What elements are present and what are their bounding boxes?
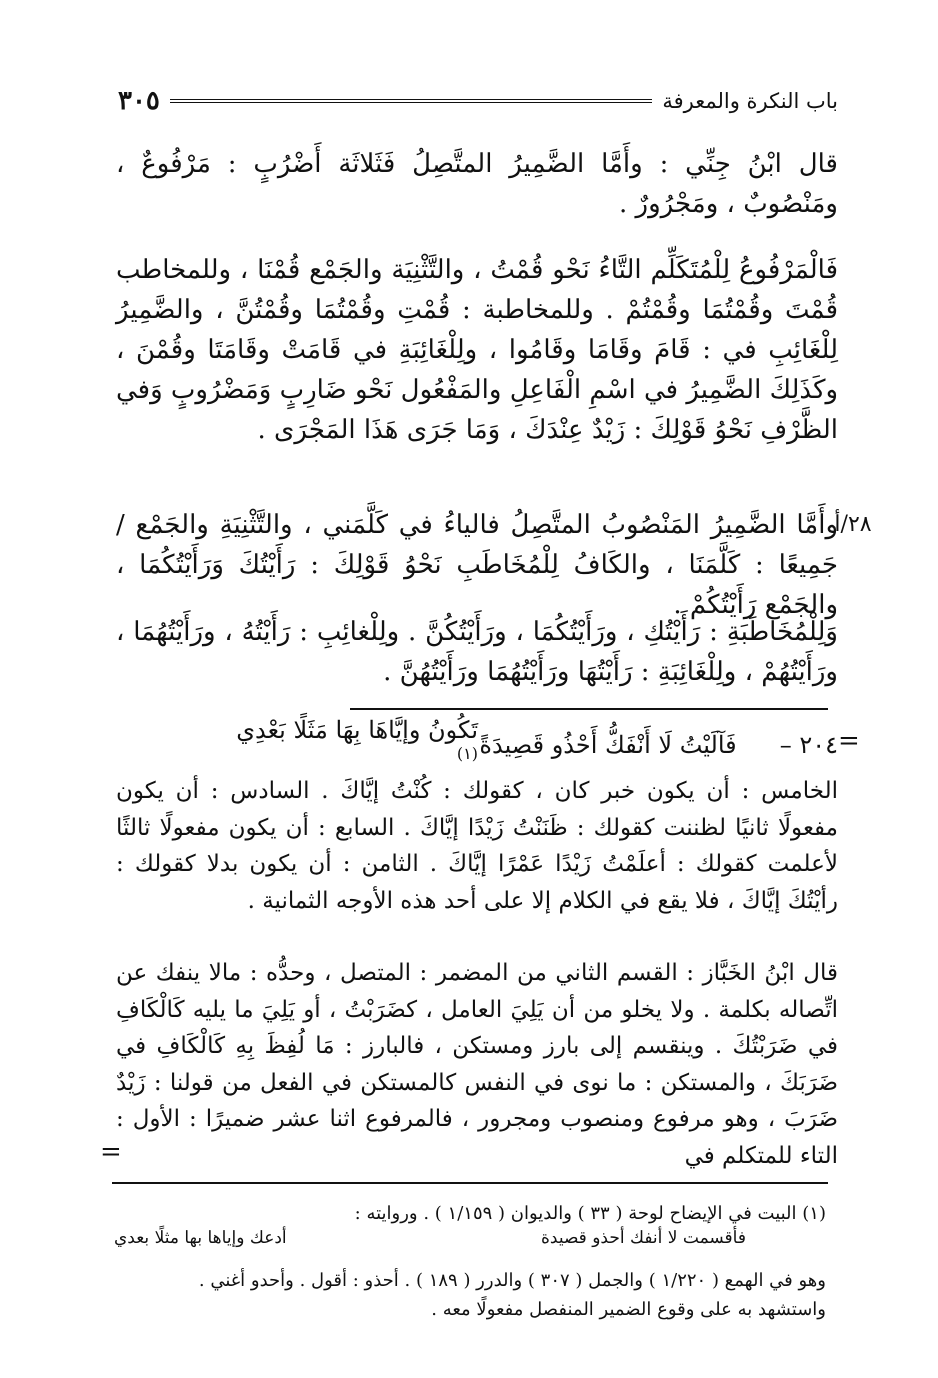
commentary-paragraph-1: الخامس : أن يكون خبر كان ، كقولك : كُنْتُ إيَّاكَ . السادس : أن يكون مفعولًا ثانيًا لظننت كقولك : ظَنَنْتُ زَيْدًا إيَّاكَ . السابع : أن يكون مفعولًا ثالثًا لأعلمت كقولك : أعلَمْتُ زَيْدًا عَمْرًا إيَّاكَ . الثامن : أن يكون بدلا كقولك : رأيْتُكَ إيَّاكَ ، فلا يقع في الكلام إلا على أحد هذه الأوجه الثمانية . <box>116 778 838 914</box>
manuscript-folio-ref: ٢٨/أ <box>834 512 872 537</box>
verse-separator-rule <box>350 708 828 710</box>
verse-hemistich-1: فَآلَيْتُ لَا أَنْفَكُّ أَحْذُو قَصِيدَةً <box>479 731 737 759</box>
main-paragraph-4: وَلِلْمُخَاطَبَةِ : رَأَيْتُكِ ، ورَأَيْتُكُمَا ، ورَأَيْتُكُنَّ . ولِلْغائِبِ : رَأَيْتُهُ ، ورَأَيْتُهُمَا ، ورَأَيْتُهُمْ ، ولِلْغَائِبَةِ : رَأَيْتُهَا ورَأَيْتُهُمَا ورَأَيْتُهُنَّ . <box>116 617 838 687</box>
footnote-line-3: وهو في الهمع ( ١/٢٢٠ ) والجمل ( ٣٠٧ ) والدرر ( ١٨٩ ) . أحذو : أقول . وأحدو أغني . <box>198 1270 826 1291</box>
footnote-verse <box>114 1228 826 1254</box>
main-paragraph-3: وأَمَّا الضَّمِيرُ المَنْصُوبُ المتَّصِلُ فالياءُ في كَلَّمَني ، والتَّثْنِيَةِ والجَمْع / جَمِيعًا : كَلَّمَنَا ، والكَافُ لِلْمُخَاطَبِ نَحْوُ قَوْلِكَ : رَأَيْتُكَ وَرَأَيْتُكُمَا ، والجَمْع رَأَيْتُكُمْ . <box>116 510 838 620</box>
commentary-paragraph-2: قال ابْنُ الخَبَّاز : القسم الثاني من المضمر : المتصل ، وحدُّه : مالا ينفك عن اتِّصاله بكلمة . ولا يخلو من أن يَلِيَ العامل ، كضَرَبْتُ ، أو يَلِيَ ما يليه كَالْكَافِ في ضَرَبْتُكَ . وينقسم إلى بارز ومستكن ، فالبارز : مَا لُفِظَ بِهِ كَالْكَافِ في ضَرَبَكَ ، والمستكن : ما نوى في النفس كالمستكن في الفعل من قولنا : زَيْدٌ ضَرَبَ ، وهو مرفوع ومنصوب ومجرور ، فالمرفوع اثنا عشر ضميرًا : الأول : التاء للمتكلم في <box>116 960 838 1169</box>
verse-number: ٢٠٤ – <box>779 731 838 759</box>
page-number: ٣٠٥ <box>118 86 160 116</box>
footnote-rule <box>112 1182 828 1184</box>
footnote-verse-hemistich-2: أدعك وإياها بها مثلًا بعدي <box>114 1228 287 1248</box>
footnote-line-1: (١) البيت في الإيضاح لوحة ( ٣٣ ) والديوان ( ١/١٥٩ ) . وروايته : <box>354 1203 826 1224</box>
page-header <box>118 84 838 118</box>
continuation-mark-top: = <box>838 726 860 756</box>
continuation-mark-bottom: = <box>100 1137 122 1167</box>
main-paragraph-2: فَالْمَرْفُوعُ لِلْمُتَكَلِّم التَّاءُ نَحْو قُمْتُ ، والتَّثْنِيَة والجَمْع قُمْنَا ، وللمخاطب قُمْتَ وقُمْتُمَا وقُمْتُمْ . وللمخاطبة : قُمْتِ وقُمْتُمَا وقُمْتُنَّ ، والضَّمِيرُ لِلْغَائِبِ في : قَامَ وقَامَا وقَامُوا ، ولِلْغَائِبَةِ في قَامَتْ وقَامَتَا وقُمْنَ ، وكَذَلِكَ الضَّمِيرُ في اسْمِ الْفَاعِلِ والمَفْعُول نَحْو ضَارِبٍ وَمَضْرُوبٍ وَفي الظَّرْفِ نَحْوُ قَوْلِكَ : زَيْدٌ عِنْدَكَ ، وَمَا جَرَى هَذَا المَجْرَى . <box>116 255 838 445</box>
footnote-verse-hemistich-1: فأقسمت لا أنفك أحذو قصيدة <box>540 1228 746 1248</box>
main-paragraph-1: قال ابْنُ جِنِّي : وأَمَّا الضَّمِيرُ المتَّصِلُ فَثَلاثَة أَضْرُبٍ : مَرْفُوعٌ ، ومَنْصُوبٌ ، ومَجْرُورٌ . <box>116 149 838 219</box>
verse-line <box>116 716 838 765</box>
footnote-reference: (١) <box>456 744 478 763</box>
header-rule <box>170 99 652 103</box>
footnote-line-4: واستشهد به على وقوع الضمير المنفصل مفعولًا معه . <box>431 1299 826 1320</box>
running-title: باب النكرة والمعرفة <box>662 89 838 113</box>
verse-hemistich-2 <box>216 716 478 774</box>
verse-hemistich-2-text: تَكُونُ وإيَّاهَا بِهَا مَثَلًا بَعْدِي <box>236 716 478 744</box>
